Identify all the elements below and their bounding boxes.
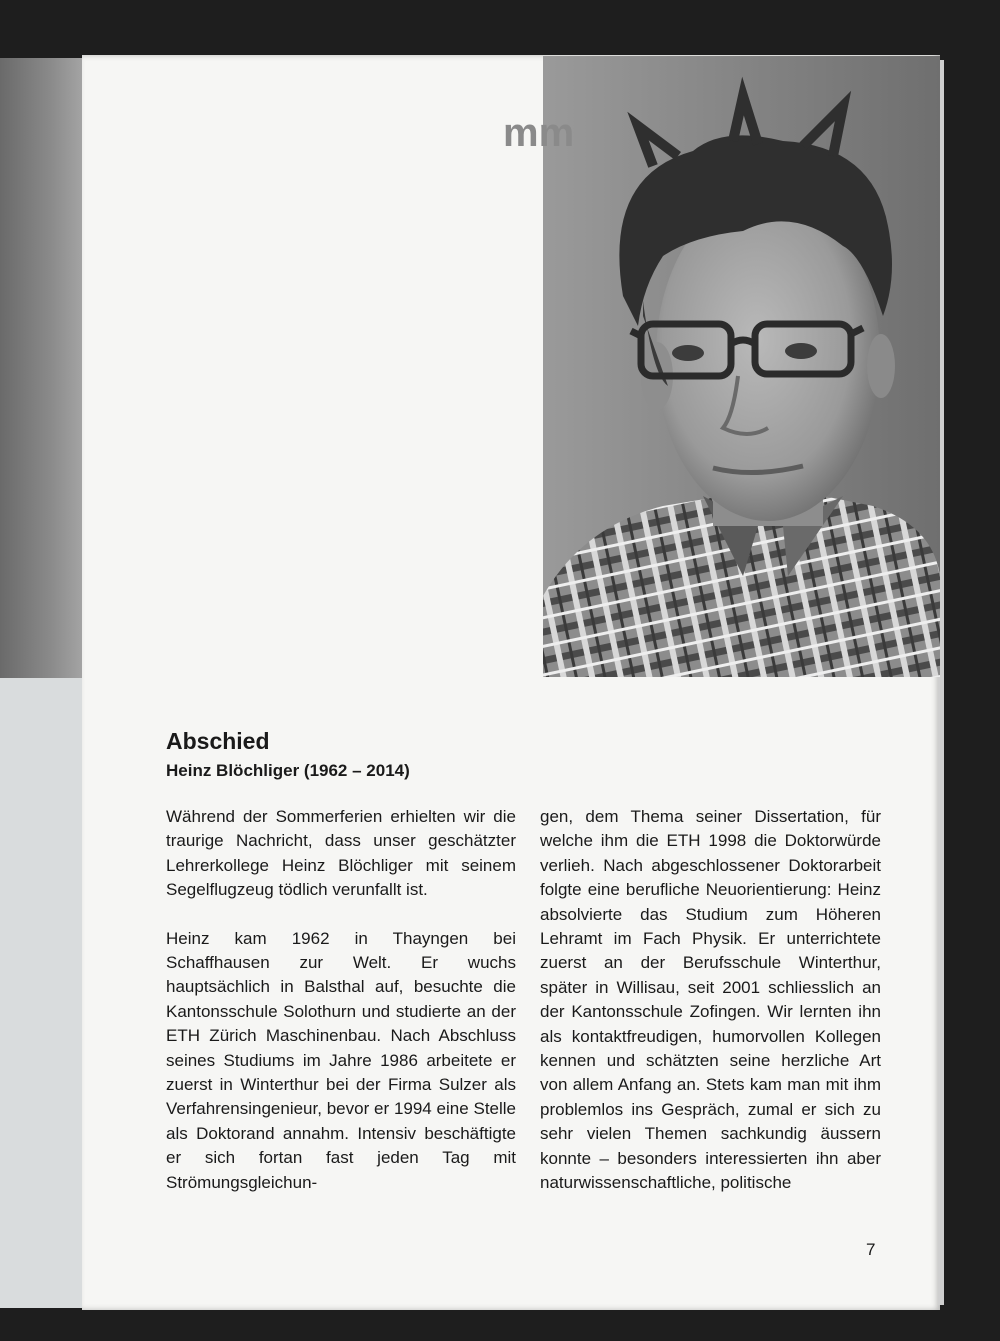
left-column [166,805,516,1195]
portrait-illustration [503,56,940,677]
portrait-photo [503,56,940,677]
paragraph-biography: Heinz kam 1962 in Thayngen bei Schaffhausen zur Welt. Er wuchs hauptsächlich in Balsthal auf, besuchte die Kantonsschule Solothurn und studierte an der ETH Zürich Maschinenbau. Nach Abschluss seines Studiums im Jahre 1986 arbeitete er zuerst in Winterthur bei der Firma Sulzer als Verfahrensingenieur, bevor er 1994 eine Stelle als Doktorand annahm. Intensiv beschäftigte er sich fortan fast jeden Tag mit Strömungsgleichun- [166,928,516,1192]
article-subtitle: Heinz Blöchliger (1962 – 2014) [166,761,410,780]
adjacent-page-lower [0,678,84,1308]
svg-text:mm: mm [503,111,575,155]
right-column [540,805,881,1196]
paragraph-continuation: gen, dem Thema seiner Dissertation, für welche ihm die ETH 1998 die Doktorwürde verlieh. Nach abgeschlossener Doktorarbeit folgte eine berufliche Neuorientierung: Heinz absolvierte das Studium zum Höheren Lehramt im Fach Physik. Er unterrichtete zuerst an der Berufsschule Winterthur, später in Willisau, seit 2001 schliesslich an der Kantonsschule Zofingen. Wir lernten ihn als kontaktfreudigen, humorvollen Kollegen kennen und schätzten seine herzliche Art von allem Anfang an. Stets kam man mit ihm problemlos ins Gespräch, zumal er sich zu sehr vielen Themen sachkundig äussern konnte – besonders interessierten ihn aber naturwissenschaftliche, politische [540,807,881,1193]
adjacent-page [0,58,84,1308]
paragraph-intro: Während der Sommerferien erhielten wir die traurige Nachricht, dass unser geschätzter Lehrerkollege Heinz Blöchliger mit seinem Segelflugzeug tödlich verunfallt ist. [166,807,516,900]
article-title: Abschied [166,728,270,754]
page-number: 7 [866,1240,876,1259]
